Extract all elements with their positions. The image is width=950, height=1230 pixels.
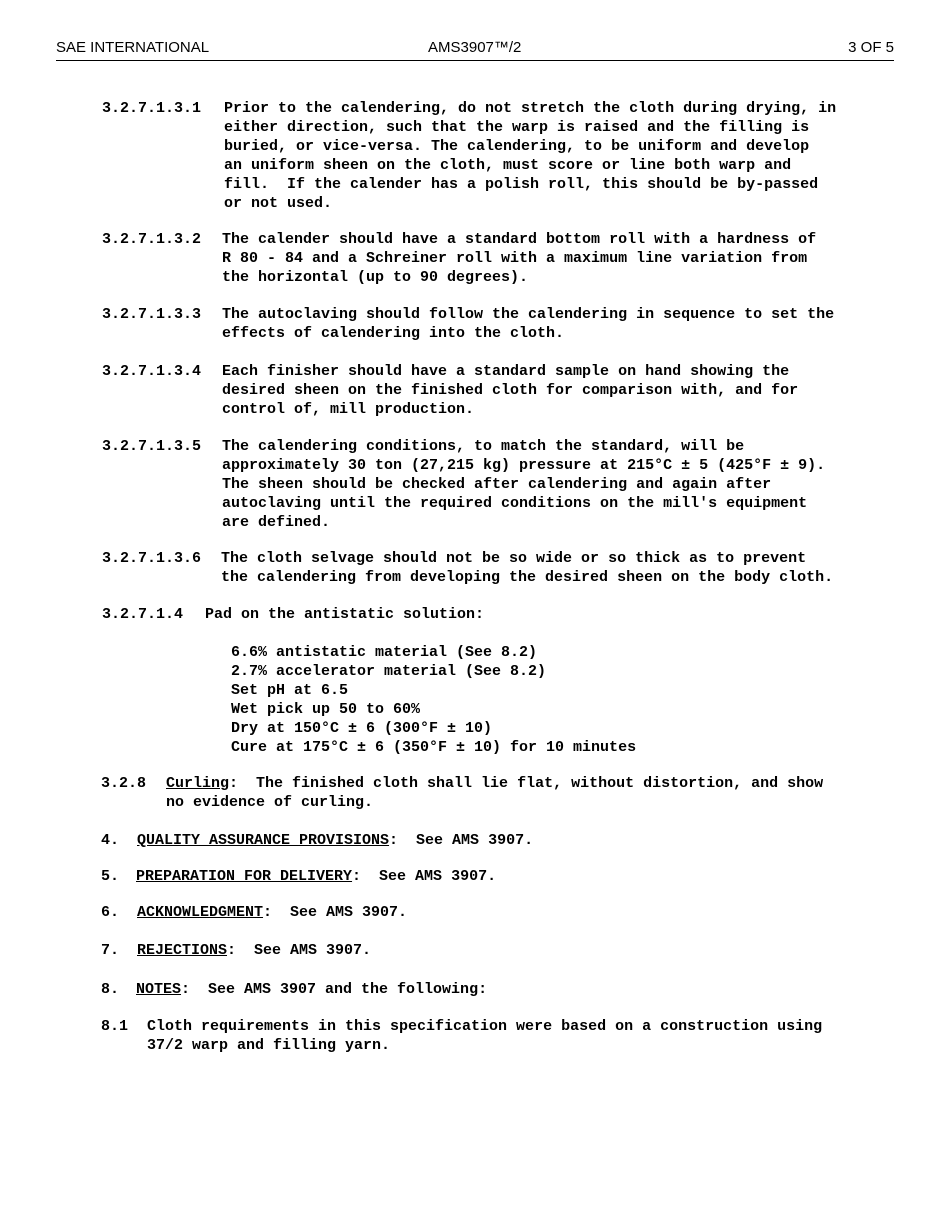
section-text: NOTES: See AMS 3907 and the following: bbox=[136, 981, 488, 998]
section-text: The cloth selvage should not be so wide or so thick as to prevent the calendering from developing the desired sheen on the body cloth. bbox=[221, 550, 834, 586]
section-text: PREPARATION FOR DELIVERY: See AMS 3907. bbox=[136, 868, 497, 885]
section-number: 3.2.7.1.3.3 bbox=[102, 306, 202, 323]
section-number: 3.2.8 bbox=[101, 775, 147, 792]
list-item: Cure at 175°C ± 6 (350°F ± 10) for 10 minutes bbox=[231, 739, 637, 756]
list-item: Set pH at 6.5 bbox=[231, 682, 349, 699]
section-number: 3.2.7.1.3.4 bbox=[102, 363, 202, 380]
section-number: 8.1 bbox=[101, 1018, 129, 1035]
section-text: The calender should have a standard bottom roll with a hardness of R 80 - 84 and a Schreiner roll with a maximum line variation from the horizontal (up to 90 degrees). bbox=[222, 231, 817, 286]
section-title: PREPARATION FOR DELIVERY bbox=[136, 868, 353, 885]
section-text: The autoclaving should follow the calendering in sequence to set the effects of calendering into the cloth. bbox=[222, 306, 835, 342]
list-item: Wet pick up 50 to 60% bbox=[231, 701, 421, 718]
section-title: REJECTIONS bbox=[137, 942, 228, 959]
section-text: Curling: The finished cloth shall lie flat, without distortion, and show no evidence of curling. bbox=[166, 775, 824, 811]
list-item: 6.6% antistatic material (See 8.2) bbox=[231, 644, 538, 661]
section-text: Prior to the calendering, do not stretch the cloth during drying, in either direction, such that the warp is raised and the filling is buried, or vice-versa. The calendering, to be uniform and develop an uniform sheen on the cloth, must score or line both warp and fill. If the calender has a polish roll, this should be by-passed or not used. bbox=[224, 100, 837, 212]
section-number: 3.2.7.1.3.1 bbox=[102, 100, 202, 117]
section-title: ACKNOWLEDGMENT bbox=[137, 904, 264, 921]
section-text: REJECTIONS: See AMS 3907. bbox=[137, 942, 372, 959]
list-item: Dry at 150°C ± 6 (300°F ± 10) bbox=[231, 720, 493, 737]
section-number: 3.2.7.1.3.5 bbox=[102, 438, 202, 455]
section-number: 4. bbox=[101, 832, 120, 849]
section-number: 3.2.7.1.3.2 bbox=[102, 231, 202, 248]
section-text: The calendering conditions, to match the standard, will be approximately 30 ton (27,215 kg) pressure at 215°C ± 5 (425°F ± 9). The sheen should be checked after calendering and again after autoclaving until the required conditions on the mill's equipment are defined. bbox=[222, 438, 826, 531]
section-number: 5. bbox=[101, 868, 120, 885]
header-org: SAE INTERNATIONAL bbox=[56, 39, 210, 56]
section-text: Cloth requirements in this specification were based on a construction using 37/2 warp and filling yarn. bbox=[147, 1018, 823, 1054]
section-text: Each finisher should have a standard sample on hand showing the desired sheen on the finished cloth for comparison with, and for control of, mill production. bbox=[222, 363, 799, 418]
section-number: 7. bbox=[101, 942, 120, 959]
list-item: 2.7% accelerator material (See 8.2) bbox=[231, 663, 547, 680]
section-title: Curling bbox=[166, 775, 230, 792]
section-number: 6. bbox=[101, 904, 120, 921]
section-text: QUALITY ASSURANCE PROVISIONS: See AMS 3907. bbox=[137, 832, 534, 849]
header-page-number: 3 OF 5 bbox=[848, 39, 894, 56]
section-text: Pad on the antistatic solution: bbox=[205, 606, 485, 623]
header-doc-number: AMS3907™/2 bbox=[428, 39, 522, 56]
pad-solution-list bbox=[231, 643, 636, 757]
section-text: ACKNOWLEDGMENT: See AMS 3907. bbox=[137, 904, 408, 921]
section-number: 3.2.7.1.4 bbox=[102, 606, 184, 623]
section-number: 8. bbox=[101, 981, 120, 998]
section-number: 3.2.7.1.3.6 bbox=[102, 550, 202, 567]
section-title: QUALITY ASSURANCE PROVISIONS bbox=[137, 832, 390, 849]
section-title: NOTES bbox=[136, 981, 182, 998]
